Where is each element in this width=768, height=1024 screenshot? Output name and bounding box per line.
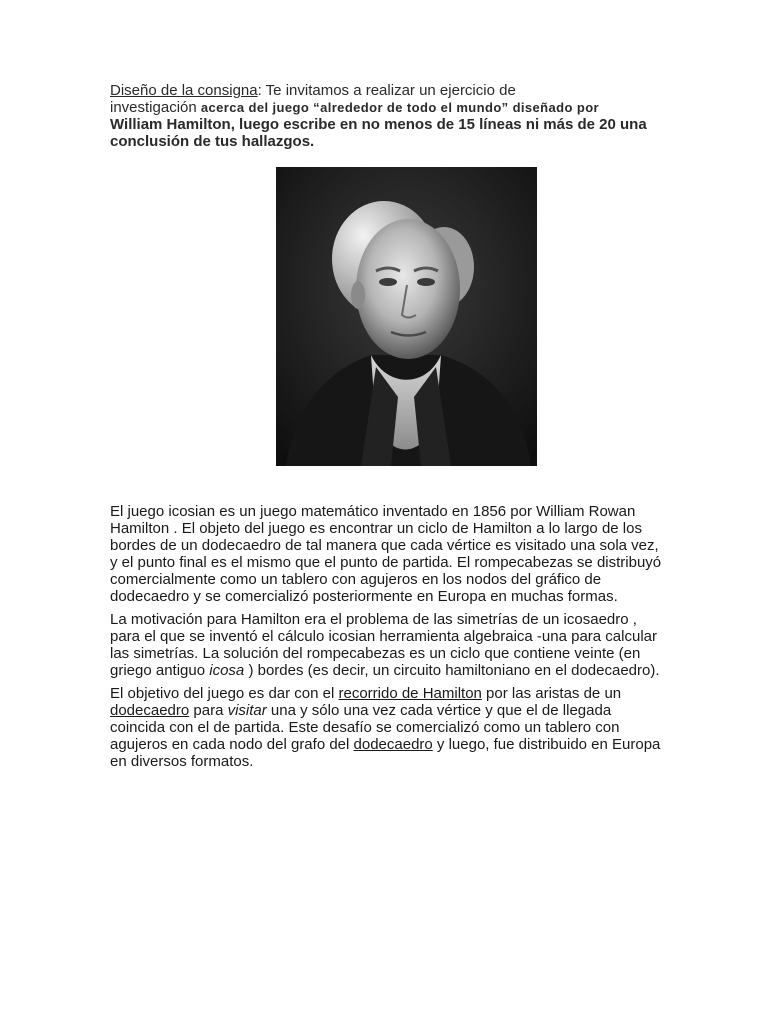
paragraph-2-text-b: ) bordes (es decir, un circuito hamiltoniano en el dodecaedro). — [244, 662, 660, 679]
paragraph-3-text-b: por las aristas de un — [481, 685, 622, 702]
paragraph-1: El juego icosian es un juego matemático inventado en 1856 por William Rowan Hamilton . El objeto del juego es encontrar un ciclo de Hamilton a lo largo de los bordes de un dodecaedro de tal manera que cada vértice es visitado una sola vez, y el punto final es el mismo que el punto de partida. El rompecabezas se distribuyó comercialmente como un tablero con agujeros en los nodos del gráfico de dodecaedro y se comercializó posteriormente en Europa en muchas formas. — [110, 503, 662, 605]
dodecahedron-link[interactable]: dodecaedro — [110, 702, 190, 719]
assignment-bold-2: William Hamilton, luego escribe en no menos de 15 líneas ni más de 20 una conclusión de tus hallazgos. — [110, 116, 647, 150]
paragraph-2 — [110, 611, 670, 679]
paragraph-3-text-e: y luego, fue distribuido en Europa en diversos formatos. — [110, 736, 661, 770]
document-page — [110, 82, 670, 770]
article-body — [110, 503, 670, 776]
dodecahedron-link-2[interactable]: dodecaedro — [353, 736, 433, 753]
paragraph-2-italic: icosa — [209, 662, 245, 679]
assignment-label: Diseño de la consigna — [110, 82, 258, 99]
paragraph-2-text-a: La motivación para Hamilton era el problema de las simetrías de un icosaedro , para el que se inventó el cálculo icosian herramienta algebraica -una para calcular las simetrías. La solución del rompecabezas es un ciclo que contiene veinte (en griego antiguo — [110, 611, 657, 679]
paragraph-3-text-d: una y sólo una vez cada vértice y que el de llegada coincida con el de partida. Este desafío se comercializó como un tablero con agujeros en cada nodo del grafo del — [110, 702, 620, 753]
assignment-intro: Te invitamos a realizar un ejercicio de — [261, 82, 516, 99]
paragraph-3-italic: visitar — [227, 702, 267, 719]
paragraph-3-text-c: para — [189, 702, 228, 719]
paragraph-3-text-a: El objetivo del juego es dar con el — [110, 685, 339, 702]
hamilton-path-link[interactable]: recorrido de Hamilton — [338, 685, 482, 702]
hamilton-portrait — [276, 167, 537, 466]
paragraph-3 — [110, 685, 670, 770]
assignment-bold-1: acerca del juego “alrededor de todo el mundo” diseñado por — [200, 100, 599, 115]
assignment-instructions — [110, 82, 670, 150]
assignment-colon: : — [257, 82, 262, 99]
assignment-intro-2: investigación — [110, 99, 201, 116]
